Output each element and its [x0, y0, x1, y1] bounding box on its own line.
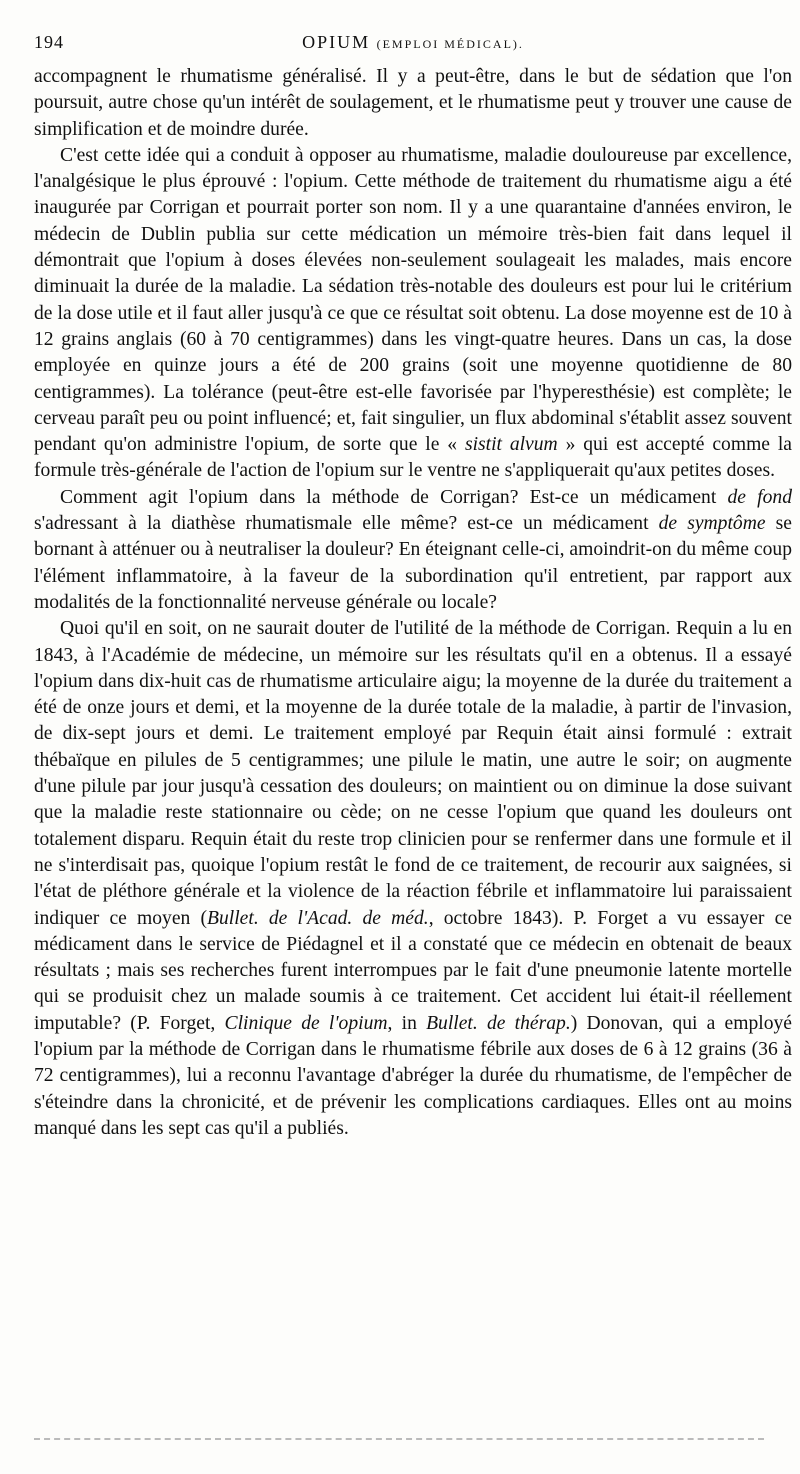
italic-text: Bullet. de thérap. — [426, 1012, 571, 1034]
text-run: se bornant à atténuer ou à neutraliser la douleur? En éteignant celle-ci, amoindrit-on du même coup l'élément inflammatoire, à la faveur de la subordination qu'il entretient, par rapport aux modalités de la fonctionnalité nerveuse générale ou locale? — [34, 513, 792, 613]
italic-text: de fond — [727, 486, 792, 508]
page-header — [34, 28, 792, 58]
paragraph — [34, 616, 792, 1142]
text-run: C'est cette idée qui a conduit à opposer au rhumatisme, maladie douloureuse par excellence, l'analgésique le plus éprouvé : l'opium. Cette méthode de traitement du rhumatisme aigu a été inaugurée par Corrigan et pourrait porter son nom. Il y a une quarantaine d'années environ, le médecin de Dublin publia sur cette médication un mémoire très-bien fait dans lequel il démontrait que l'opium à doses élevées non-seulement soulageait les malades, mais encore diminuait la durée de la maladie. La sédation très-notable des douleurs est pour lui le critérium de la dose utile et il faut aller jusqu'à ce que ce résultat soit obtenu. La dose moyenne est de 10 à 12 grains anglais (60 à 70 centigrammes) dans les vingt-quatre heures. Dans un cas, la dose employée en quinze jours a été de 200 grains (soit une moyenne quotidienne de 80 centigrammes). La tolérance (peut-être est-elle favorisée par l'hyperesthésie) est complète; le cerveau paraît peu ou point influencé; et, fait singulier, un flux abdominal s'établit assez souvent pendant qu'on administre l'opium, de sorte que le « — [34, 144, 792, 456]
text-run: » qui est accepté comme la formule très-générale de l'action de l'opium sur le ventre ne s'appliquerait qu'aux petites doses. — [34, 434, 793, 482]
text-run: Comment agit l'opium dans la méthode de Corrigan? Est-ce un médicament — [60, 486, 728, 508]
page — [34, 28, 792, 1142]
text-run: , octobre 1843). P. Forget a vu essayer ce médicament dans le service de Piédagnel et il a constaté que ce médecin en obtenait de beaux résultats ; mais ses recherches furent interrompues par le fait d'une pneumonie latente mortelle qui se produisit chez un malade soumis à ce traitement. Cet accident lui était-il réellement imputable? (P. Forget, — [34, 907, 792, 1034]
text-run: s'adressant à la diathèse rhumatismale elle même? est-ce un médicament — [34, 513, 659, 535]
text-run: , in — [387, 1012, 427, 1034]
text-run: accompagnent le rhumatisme généralisé. Il y a peut-être, dans le but de sédation que l'on poursuit, autre chose qu'un intérêt de soulagement, et le rhumatisme peut y trouver une cause de simplification et de moindre durée. — [34, 66, 792, 140]
footer-rule — [34, 1438, 764, 1440]
running-head-subtitle: (EMPLOI MÉDICAL). — [376, 37, 524, 51]
paragraph — [34, 64, 792, 143]
italic-text: Bullet. de l'Acad. de méd. — [207, 907, 429, 929]
paragraph — [34, 143, 792, 485]
page-number: 194 — [34, 32, 64, 52]
text-run: Quoi qu'il en soit, on ne saurait douter de l'utilité de la méthode de Corrigan. Requin a lu en 1843, à l'Académie de médecine, un mémoire sur les résultats qu'il en a obtenus. Il a essayé l'opium dans dix-huit cas de rhumatisme articulaire aigu; la moyenne de la durée du traitement a été de onze jours et demi, et la moyenne de la durée totale de la maladie, à partir de l'invasion, de dix-sept jours et demi. Le traitement employé par Requin était ainsi formulé : extrait thébaïque en pilules de 5 centigrammes; une pilule le matin, une autre le soir; on augmente d'une pilule par jour jusqu'à cessation des douleurs; on maintient ou on diminue la dose suivant que la maladie reste stationnaire ou cède; on ne cesse l'opium que quand les douleurs ont totalement disparu. Requin était du reste trop clinicien pour se renfermer dans une formule et il ne s'interdisait pas, quoique l'opium restât le fond de ce traitement, de recourir aux saignées, si l'état de pléthore générale et la violence de la réaction fébrile et inflammatoire lui paraissaient indiquer ce moyen ( — [34, 618, 792, 929]
italic-text: sistit alvum — [464, 434, 558, 456]
body-text — [34, 64, 792, 1142]
paragraph — [34, 485, 792, 616]
running-head — [34, 32, 792, 53]
text-run: ) Donovan, qui a employé l'opium par la méthode de Corrigan dans le rhumatisme fébrile aux doses de 6 à 12 grains (36 à 72 centigrammes), lui a reconnu l'avantage d'abréger la durée du rhumatisme, de l'empêcher de s'éteindre dans la chronicité, et de prévenir les complications cardiaques. Elles ont au moins manqué dans les sept cas qu'il a publiés. — [34, 1012, 792, 1139]
italic-text: Clinique de l'opium — [224, 1012, 388, 1034]
running-head-title: OPIUM — [302, 32, 371, 52]
italic-text: de symptôme — [658, 513, 766, 535]
